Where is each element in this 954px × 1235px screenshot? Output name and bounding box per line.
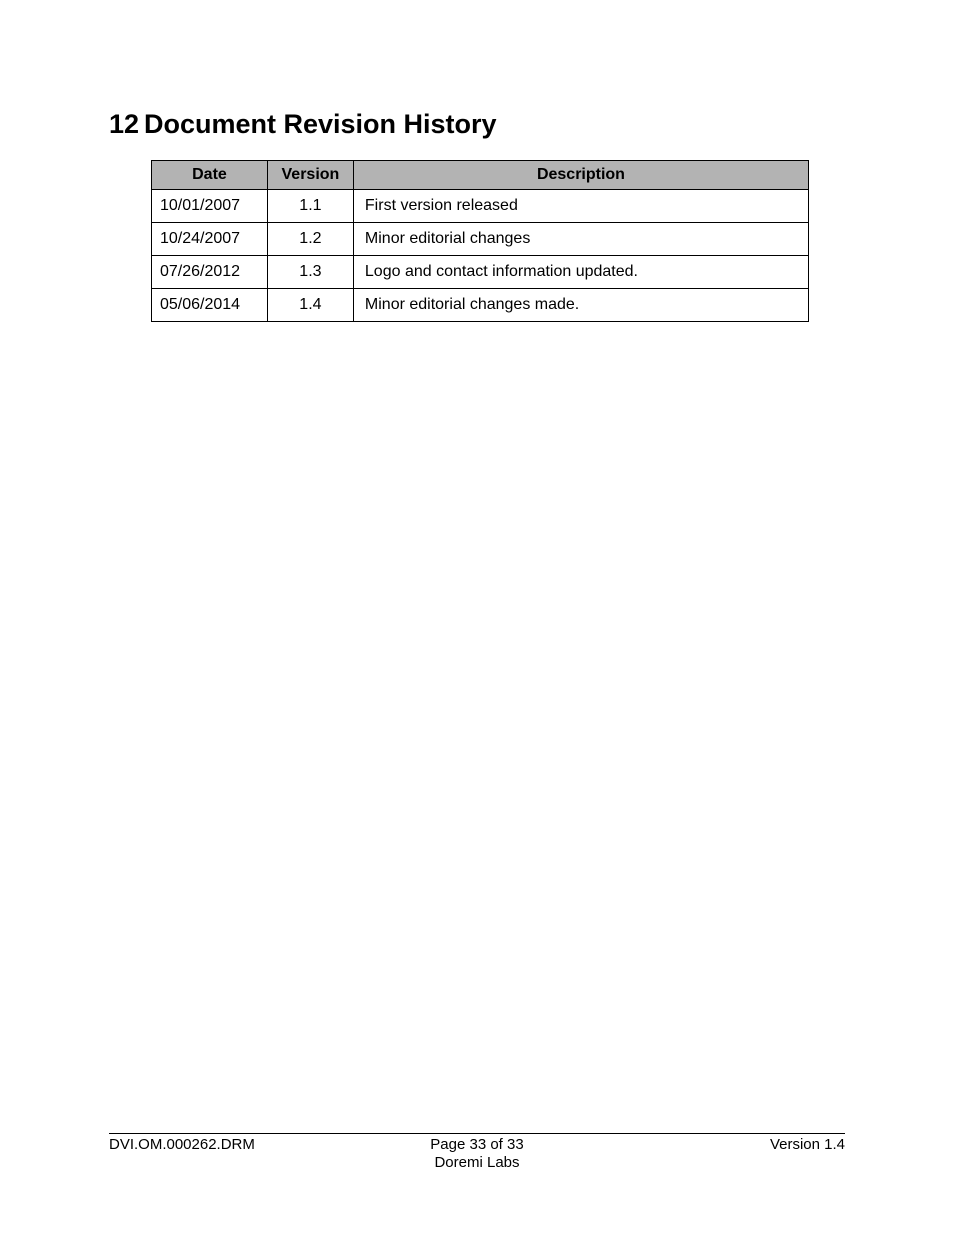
section-heading xyxy=(109,106,497,142)
cell-description: Minor editorial changes made. xyxy=(353,289,808,322)
cell-version: 1.4 xyxy=(267,289,353,322)
cell-version: 1.3 xyxy=(267,256,353,289)
column-header-date: Date xyxy=(152,161,268,190)
footer-version: Version 1.4 xyxy=(769,1136,845,1153)
table-header-row xyxy=(152,161,809,190)
column-header-version: Version xyxy=(267,161,353,190)
cell-description: First version released xyxy=(353,190,808,223)
table-row xyxy=(152,223,809,256)
cell-date: 10/01/2007 xyxy=(152,190,268,223)
cell-date: 07/26/2012 xyxy=(152,256,268,289)
footer-page-number: Page 33 of 33 xyxy=(430,1136,524,1153)
cell-date: 10/24/2007 xyxy=(152,223,268,256)
cell-description: Logo and contact information updated. xyxy=(353,256,808,289)
cell-description: Minor editorial changes xyxy=(353,223,808,256)
table-row xyxy=(152,256,809,289)
cell-version: 1.2 xyxy=(267,223,353,256)
section-title: Document Revision History xyxy=(144,109,497,139)
footer-center xyxy=(109,1136,845,1172)
revision-history-table xyxy=(151,160,809,322)
page-footer xyxy=(109,1133,845,1171)
footer-doc-id: DVI.OM.000262.DRM xyxy=(109,1136,255,1153)
cell-date: 05/06/2014 xyxy=(152,289,268,322)
table-row xyxy=(152,289,809,322)
footer-company: Doremi Labs xyxy=(434,1154,520,1171)
section-number: 12 xyxy=(109,109,140,139)
column-header-description: Description xyxy=(353,161,808,190)
table-row xyxy=(152,190,809,223)
cell-version: 1.1 xyxy=(267,190,353,223)
